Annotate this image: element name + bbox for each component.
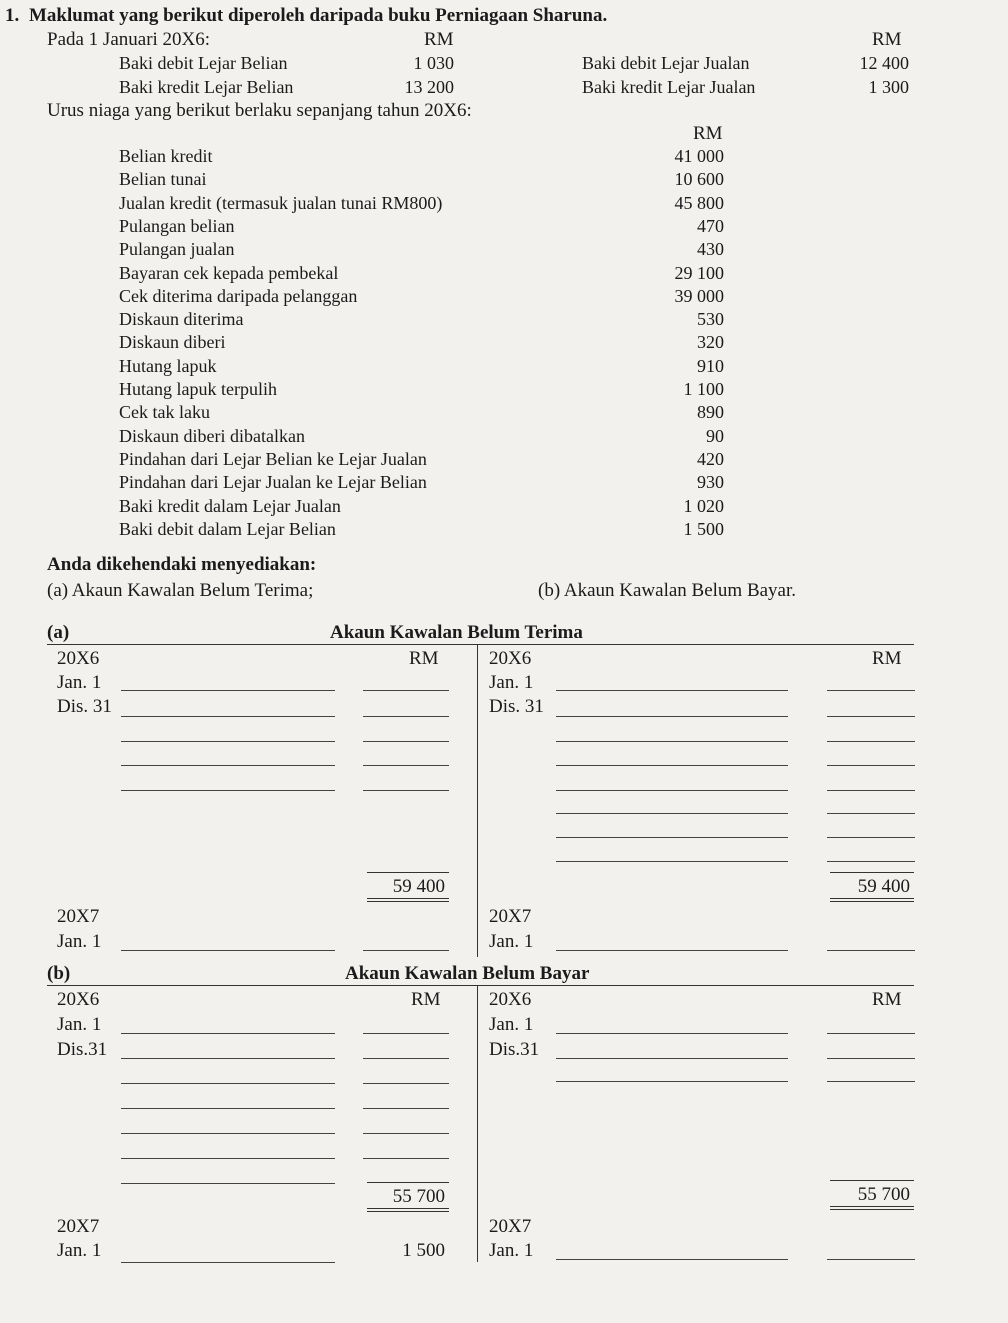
account-a-total-right: 59 400 (857, 876, 910, 897)
account-b-right-blank (556, 1081, 788, 1082)
account-a-center-rule (477, 645, 478, 957)
transaction-value: 430 (697, 239, 724, 259)
account-b-right-amount-blank (827, 1033, 915, 1034)
transaction-label: Pindahan dari Lejar Jualan ke Lejar Belian (119, 472, 427, 492)
transaction-label: Diskaun diterima (119, 309, 244, 329)
transaction-label: Pindahan dari Lejar Belian ke Lejar Jualan (119, 449, 427, 469)
account-a-left-blank (121, 716, 335, 717)
account-a-left-blank (121, 690, 335, 691)
account-a-left-amount-blank (363, 741, 449, 742)
transaction-label: Pulangan belian (119, 216, 235, 236)
account-a-right-blank (556, 861, 788, 862)
opening-right-value: 1 300 (868, 77, 909, 97)
account-b-total-right: 55 700 (857, 1184, 910, 1205)
account-a-rm-left: RM (409, 648, 439, 669)
account-a-right-blank (556, 790, 788, 791)
account-b-total-right-rule (830, 1209, 914, 1210)
account-b-part-label: (b) (47, 963, 71, 984)
account-b-left-date: Jan. 1 (57, 1014, 102, 1035)
account-a-right-blank (556, 813, 788, 814)
account-a-left-amount-blank (363, 950, 449, 951)
account-b-left-blank (121, 1083, 335, 1084)
opening-left-label: Baki kredit Lejar Belian (119, 77, 294, 97)
account-a-right-amount-blank (827, 765, 915, 766)
account-a-right-blank (556, 741, 788, 742)
opening-left-value: 13 200 (404, 77, 454, 97)
account-b-year-right: 20X6 (489, 989, 532, 1010)
transaction-label: Diskaun diberi dibatalkan (119, 426, 305, 446)
transaction-label: Hutang lapuk (119, 356, 217, 376)
transaction-value: 41 000 (674, 146, 724, 166)
transaction-label: Cek diterima daripada pelanggan (119, 286, 358, 306)
required-part-a: (a) Akaun Kawalan Belum Terima; (47, 580, 314, 601)
transaction-value: 29 100 (674, 263, 724, 283)
account-a-left-date: Jan. 1 (57, 672, 102, 693)
account-a-left-amount-blank (363, 765, 449, 766)
transaction-value: 470 (697, 216, 724, 236)
transactions-rm-header: RM (693, 123, 723, 144)
account-a-right-amount-blank (827, 716, 915, 717)
account-a-right-blank (556, 716, 788, 717)
transaction-label: Hutang lapuk terpulih (119, 379, 277, 399)
transaction-label: Belian kredit (119, 146, 213, 166)
account-b-left-amount-blank (363, 1133, 449, 1134)
account-a-left-blank (121, 765, 335, 766)
account-a-left-blank (121, 741, 335, 742)
transaction-value: 1 100 (683, 379, 724, 399)
transaction-value: 10 600 (674, 169, 724, 189)
account-b-next-amount-left: 1 500 (402, 1240, 445, 1261)
transaction-label: Diskaun diberi (119, 332, 226, 352)
account-b-right-blank (556, 1058, 788, 1059)
required-part-b: (b) Akaun Kawalan Belum Bayar. (538, 580, 797, 601)
account-b-left-amount-blank (363, 1033, 449, 1034)
account-b-left-blank (121, 1262, 335, 1263)
account-a-right-blank (556, 950, 788, 951)
account-a-title: Akaun Kawalan Belum Terima (330, 622, 583, 643)
account-b-year-left: 20X6 (57, 989, 100, 1010)
account-a-right-blank (556, 837, 788, 838)
account-a-year-left: 20X6 (57, 648, 100, 669)
account-b-left-blank (121, 1158, 335, 1159)
account-a-top-rule (47, 644, 914, 645)
account-b-left-blank (121, 1133, 335, 1134)
account-a-right-blank (556, 690, 788, 691)
transaction-value: 930 (697, 472, 724, 492)
account-a-total-left-rule (367, 872, 449, 873)
account-b-left-blank (121, 1058, 335, 1059)
transaction-value: 90 (706, 426, 724, 446)
account-b-right-amount-blank (827, 1081, 915, 1082)
account-b-right-blank (556, 1033, 788, 1034)
account-a-part-label: (a) (47, 622, 70, 643)
account-a-total-left-rule (367, 901, 449, 902)
account-a-right-date: Jan. 1 (489, 672, 534, 693)
account-b-top-rule (47, 985, 914, 986)
transaction-value: 320 (697, 332, 724, 352)
transaction-label: Baki debit dalam Lejar Belian (119, 519, 336, 539)
account-b-next-year-right: 20X7 (489, 1216, 532, 1237)
account-a-left-date: Dis. 31 (57, 696, 112, 717)
question-intro: Maklumat yang berikut diperoleh daripada buku Perniagaan Sharuna. (29, 5, 608, 26)
transaction-label: Cek tak laku (119, 402, 210, 422)
account-a-left-amount-blank (363, 690, 449, 691)
opening-left-value: 1 030 (413, 53, 454, 73)
account-b-rm-left: RM (411, 989, 441, 1010)
account-b-left-amount-blank (363, 1083, 449, 1084)
transaction-label: Jualan kredit (termasuk jualan tunai RM800) (119, 193, 443, 213)
account-a-right-amount-blank (827, 837, 915, 838)
account-b-title: Akaun Kawalan Belum Bayar (345, 963, 590, 984)
transaction-value: 1 020 (683, 496, 724, 516)
opening-right-label: Baki kredit Lejar Jualan (582, 77, 756, 97)
account-b-left-blank (121, 1033, 335, 1034)
transaction-label: Baki kredit dalam Lejar Jualan (119, 496, 341, 516)
account-a-total-right-rule (830, 901, 914, 902)
transaction-value: 420 (697, 449, 724, 469)
transaction-value: 45 800 (674, 193, 724, 213)
opening-rm-header-right: RM (872, 29, 902, 50)
account-a-right-amount-blank (827, 741, 915, 742)
account-a-right-amount-blank (827, 950, 915, 951)
transactions-heading: Urus niaga yang berikut berlaku sepanjang tahun 20X6: (47, 100, 472, 121)
account-a-left-amount-blank (363, 790, 449, 791)
account-a-next-year-left: 20X7 (57, 906, 100, 927)
account-a-total-right-rule (830, 898, 914, 899)
transaction-value: 1 500 (683, 519, 724, 539)
account-a-left-amount-blank (363, 716, 449, 717)
account-a-next-year-right: 20X7 (489, 906, 532, 927)
opening-rm-header-left: RM (424, 29, 454, 50)
account-a-next-date-right: Jan. 1 (489, 931, 534, 952)
account-b-right-blank (556, 1259, 788, 1260)
account-b-total-right-rule (830, 1180, 914, 1181)
opening-date-label: Pada 1 Januari 20X6: (47, 29, 211, 50)
account-b-total-left-rule (367, 1182, 449, 1183)
question-number: 1. (5, 5, 20, 26)
account-a-total-right-rule (830, 872, 914, 873)
account-b-next-date-left: Jan. 1 (57, 1240, 102, 1261)
transaction-value: 39 000 (674, 286, 724, 306)
transaction-label: Bayaran cek kepada pembekal (119, 263, 339, 283)
account-b-rm-right: RM (872, 989, 902, 1010)
account-b-total-left: 55 700 (392, 1186, 445, 1207)
account-a-right-blank (556, 765, 788, 766)
account-b-total-left-rule (367, 1208, 449, 1209)
account-b-left-amount-blank (363, 1058, 449, 1059)
transaction-label: Belian tunai (119, 169, 207, 189)
account-a-next-date-left: Jan. 1 (57, 931, 102, 952)
account-a-right-amount-blank (827, 861, 915, 862)
account-a-rm-right: RM (872, 648, 902, 669)
account-a-total-left-rule (367, 898, 449, 899)
account-a-right-amount-blank (827, 813, 915, 814)
account-a-right-amount-blank (827, 690, 915, 691)
account-b-left-amount-blank (363, 1108, 449, 1109)
account-b-right-amount-blank (827, 1259, 915, 1260)
transaction-value: 910 (697, 356, 724, 376)
account-a-left-blank (121, 790, 335, 791)
opening-right-value: 12 400 (859, 53, 909, 73)
account-a-left-blank (121, 950, 335, 951)
account-b-left-amount-blank (363, 1158, 449, 1159)
account-b-total-right-rule (830, 1206, 914, 1207)
account-b-center-rule (477, 986, 478, 1262)
account-b-next-date-right: Jan. 1 (489, 1240, 534, 1261)
account-b-right-date: Dis.31 (489, 1039, 540, 1060)
account-b-next-year-left: 20X7 (57, 1216, 100, 1237)
account-b-left-blank (121, 1108, 335, 1109)
account-b-left-blank (121, 1183, 335, 1184)
account-a-total-left: 59 400 (392, 876, 445, 897)
account-b-left-date: Dis.31 (57, 1039, 108, 1060)
transaction-label: Pulangan jualan (119, 239, 235, 259)
account-a-right-date: Dis. 31 (489, 696, 544, 717)
account-b-right-amount-blank (827, 1058, 915, 1059)
transaction-value: 890 (697, 402, 724, 422)
account-b-total-left-rule (367, 1211, 449, 1212)
account-a-year-right: 20X6 (489, 648, 532, 669)
required-heading: Anda dikehendaki menyediakan: (47, 554, 317, 575)
opening-left-label: Baki debit Lejar Belian (119, 53, 288, 73)
transaction-value: 530 (697, 309, 724, 329)
account-b-right-date: Jan. 1 (489, 1014, 534, 1035)
account-a-right-amount-blank (827, 790, 915, 791)
opening-right-label: Baki debit Lejar Jualan (582, 53, 750, 73)
